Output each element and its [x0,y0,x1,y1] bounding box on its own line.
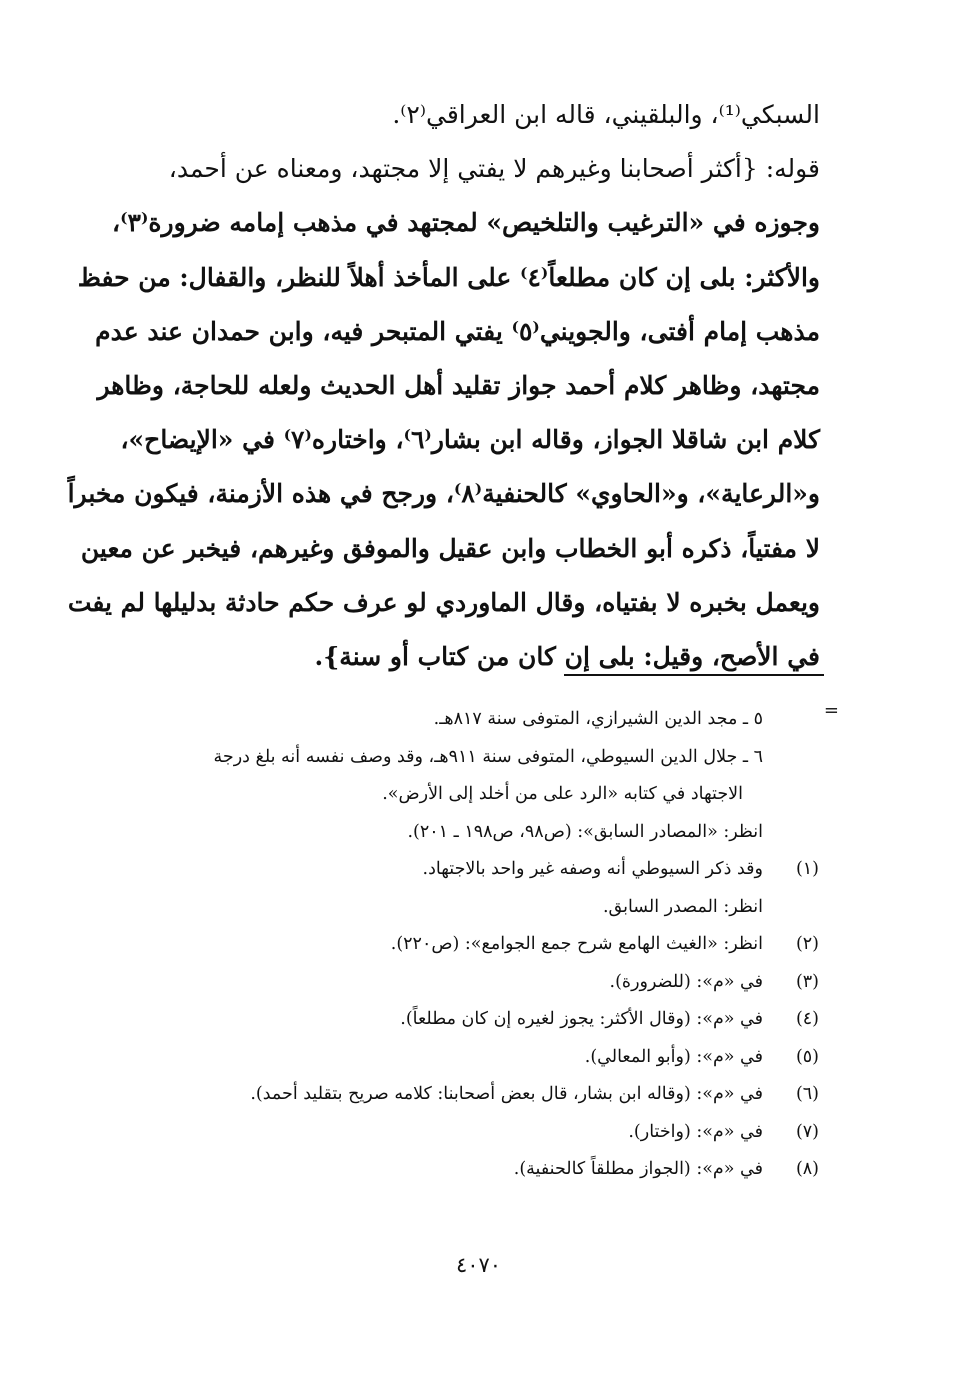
footnote-separator [564,674,824,676]
footnote-continued [119,701,819,739]
footnote-number: (٥) [795,1046,819,1067]
main-text-line: وجوزه في «الترغيب والتلخيص» لمجتهد في مذهب إمامه ضرورة⁽٣⁾، [112,208,820,238]
main-text-line: في الأصح، وقيل: بلى إن كان من كتاب أو سنة}. [314,641,820,671]
footnote-6 [119,1076,819,1114]
main-text-line: كلام ابن شاقلا الجواز، وقاله ابن بشار⁽٦⁾، واختاره⁽٧⁾ في «الإيضاح»، [120,425,820,455]
footnote-number: (٣) [795,971,819,992]
footnote-text: الاجتهاد في كتابه «الرد على من أخلد إلى الأرض». [382,784,743,804]
footnote-continued [119,739,819,777]
main-text-line: و«الرعاية»، و«الحاوي» كالحنفية⁽٨⁾، ورجح في هذه الأزمنة، فيكون مخبراً [67,479,820,509]
footnote-number: (٤) [795,1009,819,1029]
main-text-line: السبكي⁽¹⁾، والبلقيني، قاله ابن العراقي⁽٢⁾. [392,100,820,129]
main-text-line: مذهب إمام أفتى، والجويني⁽٥⁾ يفتي المتبحر فيه، وابن حمدان عند عدم [95,316,820,346]
footnote-text: في «م»: (وقال الأكثر: يجوز لغيره إن كان مطلعاً). [400,1009,763,1029]
footnote-text: وقد ذكر السيوطي أنه وصفه غير واحد بالاجتهاد. [422,859,763,879]
footnote-3 [119,964,819,1002]
footnote-text: ٦ ـ جلال الدين السيوطي، المتوفى سنة ٩١١هـ، وقد وصف نفسه أنه بلغ درجة [213,746,763,767]
footnote-number: (١) [795,859,819,879]
main-text-line: قوله: {أكثر أصحابنا وغيرهم لا يفتي إلا مجتهد، ومعناه عن أحمد، [168,154,820,184]
footnote-text: في «م»: (الجواز مطلقاً كالحنفية). [513,1159,763,1179]
footnote-continued [119,814,819,852]
main-text-block [67,88,820,684]
main-text-line: والأكثر: بلى إن كان مطلعاً⁽٤⁾ على المأخذ أهلاً للنظر، والقفال: من حفظ [77,262,820,292]
main-text-line: لا مفتياً، ذكره أبو الخطاب وابن عقيل والموفق وغيرهم، فيخبر عن معين [80,533,820,563]
main-text-line: ويعمل بخبره لا بفتياه، وقال الماوردي لو عرف حكم حادثة بدليلها لم يفت [67,587,820,617]
footnote-continued [119,776,819,814]
page-number: ٤٠٧٠ [455,1253,502,1277]
footnote-number: (٦) [795,1084,819,1104]
footnote-1 [119,851,819,889]
footnote-text: ٥ ـ مجد الدين الشيرازي، المتوفى سنة ٨١٧هـ. [433,709,763,729]
footnote-8 [119,1151,819,1189]
footnote-text: في «م»: (وأبو المعالي). [584,1046,763,1067]
footnote-4 [119,1001,819,1039]
continuation-mark: = [823,700,839,721]
footnote-7 [119,1114,819,1152]
footnote-1-continued [119,889,819,927]
footnote-number: (٧) [795,1121,819,1142]
footnote-text: في «م»: (للضرورة). [609,971,763,992]
main-text-line: مجتهد، وظاهر كلام أحمد جواز تقليد أهل الحديث ولعله للحاجة، وظاهر [97,370,820,400]
footnote-text: انظر: المصدر السابق. [602,896,763,917]
footnote-text: في «م»: (وقاله ابن بشار، قال بعض أصحابنا: كلامه صريح بتقليد أحمد). [250,1084,763,1104]
footnote-number: (٨) [795,1159,819,1179]
footnote-text: انظر: «الغيث الهامع شرح جمع الجوامع»: (ص٢٢٠). [390,934,763,954]
footnote-text: في «م»: (واختار). [628,1121,763,1142]
footnotes-block [119,701,819,1189]
footnote-number: (٢) [795,934,819,954]
footnote-2 [119,926,819,964]
footnote-5 [119,1039,819,1077]
footnote-text: انظر: «المصادر السابق»: (ص٩٨، ص١٩٨ ـ ٢٠١). [407,821,763,842]
